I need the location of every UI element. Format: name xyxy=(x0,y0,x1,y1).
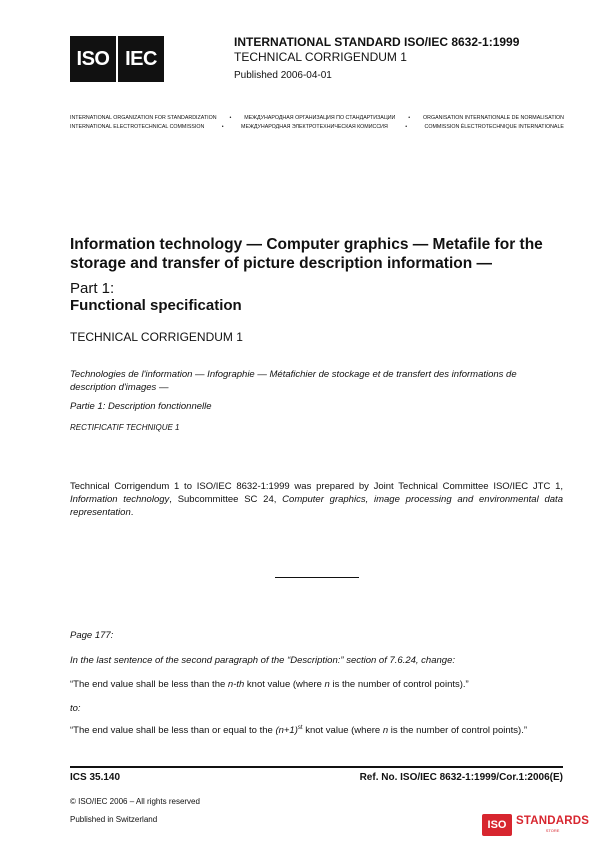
ics-number: ICS 35.140 xyxy=(70,772,121,783)
iec-logo-text: IEC xyxy=(125,47,157,70)
part-title: Functional specification xyxy=(70,297,242,314)
intro-text-3: . xyxy=(130,507,134,518)
org-iso-fr: ORGANISATION INTERNATIONALE DE NORMALISATION xyxy=(423,115,564,121)
intro-italic-1: Information technology xyxy=(70,494,170,505)
intro-italic-2: Computer graphics, image processing and environmental data representation xyxy=(70,494,563,518)
org-iec-fr: COMMISSION ÉLECTROTECHNIQUE INTERNATIONALE xyxy=(424,124,564,130)
old-text xyxy=(70,679,469,690)
new-text xyxy=(70,725,527,736)
iec-logo xyxy=(118,36,164,82)
org-iec-ru: МЕЖДУНАРОДНАЯ ЭЛЕКТРОТЕХНИЧЕСКАЯ КОМИССИЯ xyxy=(241,124,388,130)
intro-text-2: , Subcommittee SC 24, xyxy=(169,494,283,505)
document-title: Information technology — Computer graphics — Metafile for the storage and transfer of picture description information — xyxy=(70,236,543,272)
instruction: In the last sentence of the second paragraph of the “Description:” section of 7.6.24, change: xyxy=(70,655,455,666)
footer-rule xyxy=(70,766,563,768)
published-date: Published 2006-04-01 xyxy=(234,70,332,81)
iso-logo xyxy=(70,36,116,82)
french-rectificatif: RECTIFICATIF TECHNIQUE 1 xyxy=(70,423,180,432)
new-text-a: “The end value shall be less than or equal to the xyxy=(70,725,276,737)
badge-standards: STANDARDS xyxy=(516,815,590,827)
org-iec-en: INTERNATIONAL ELECTROTECHNICAL COMMISSION xyxy=(70,124,205,130)
french-title: Technologies de l'information — Infographie — Métafichier de stockage et de transfert des informations de description d'images — xyxy=(70,369,517,393)
new-text-b: knot value (where xyxy=(302,725,383,737)
corrigendum-subtitle: TECHNICAL CORRIGENDUM 1 xyxy=(234,50,407,64)
intro-paragraph xyxy=(70,480,563,519)
old-text-c: is the number of control points).” xyxy=(329,679,469,690)
iso-standards-store-badge[interactable] xyxy=(482,814,589,838)
published-in: Published in Switzerland xyxy=(70,815,158,824)
org-iso-ru: МЕЖДУНАРОДНАЯ ОРГАНИЗАЦИЯ ПО СТАНДАРТИЗАЦИИ xyxy=(244,115,396,121)
org-line-1 xyxy=(70,115,564,121)
copyright: © ISO/IEC 2006 – All rights reserved xyxy=(70,797,200,806)
badge-store: STORE xyxy=(545,828,560,833)
bullet: • xyxy=(408,115,411,121)
to-label: to: xyxy=(70,703,81,714)
part-label: Part 1: xyxy=(70,280,115,297)
bullet: • xyxy=(229,115,232,121)
old-text-b: knot value (where xyxy=(244,679,325,690)
intro-text-1: Technical Corrigendum 1 to ISO/IEC 8632-1:1999 was prepared by Joint Technical Committee ISO/IEC JTC 1, xyxy=(70,481,563,492)
org-iso-en: INTERNATIONAL ORGANIZATION FOR STANDARDIZATION xyxy=(70,115,217,121)
corrigendum-label: TECHNICAL CORRIGENDUM 1 xyxy=(70,330,243,344)
old-text-n: n xyxy=(324,679,330,690)
iso-logo-text: ISO xyxy=(76,47,110,70)
org-line-2 xyxy=(70,124,564,130)
standard-title: INTERNATIONAL STANDARD ISO/IEC 8632-1:1999 xyxy=(234,35,520,49)
new-text-c: is the number of control points).” xyxy=(388,725,527,737)
old-text-nth: n-th xyxy=(227,679,245,690)
bullet: • xyxy=(221,124,224,130)
reference-number: Ref. No. ISO/IEC 8632-1:1999/Cor.1:2006(E) xyxy=(359,772,563,783)
badge-iso-mark: ISO xyxy=(482,814,512,836)
separator-line xyxy=(275,577,359,578)
new-text-sup: st xyxy=(297,725,303,731)
new-text-n1: (n+1) xyxy=(275,725,298,737)
old-text-a: “The end value shall be less than the xyxy=(70,679,228,690)
bullet: • xyxy=(405,124,408,130)
page-reference: Page 177: xyxy=(70,630,114,641)
new-text-n: n xyxy=(382,725,389,737)
badge-text xyxy=(516,814,589,834)
french-part: Partie 1: Description fonctionnelle xyxy=(70,401,212,412)
